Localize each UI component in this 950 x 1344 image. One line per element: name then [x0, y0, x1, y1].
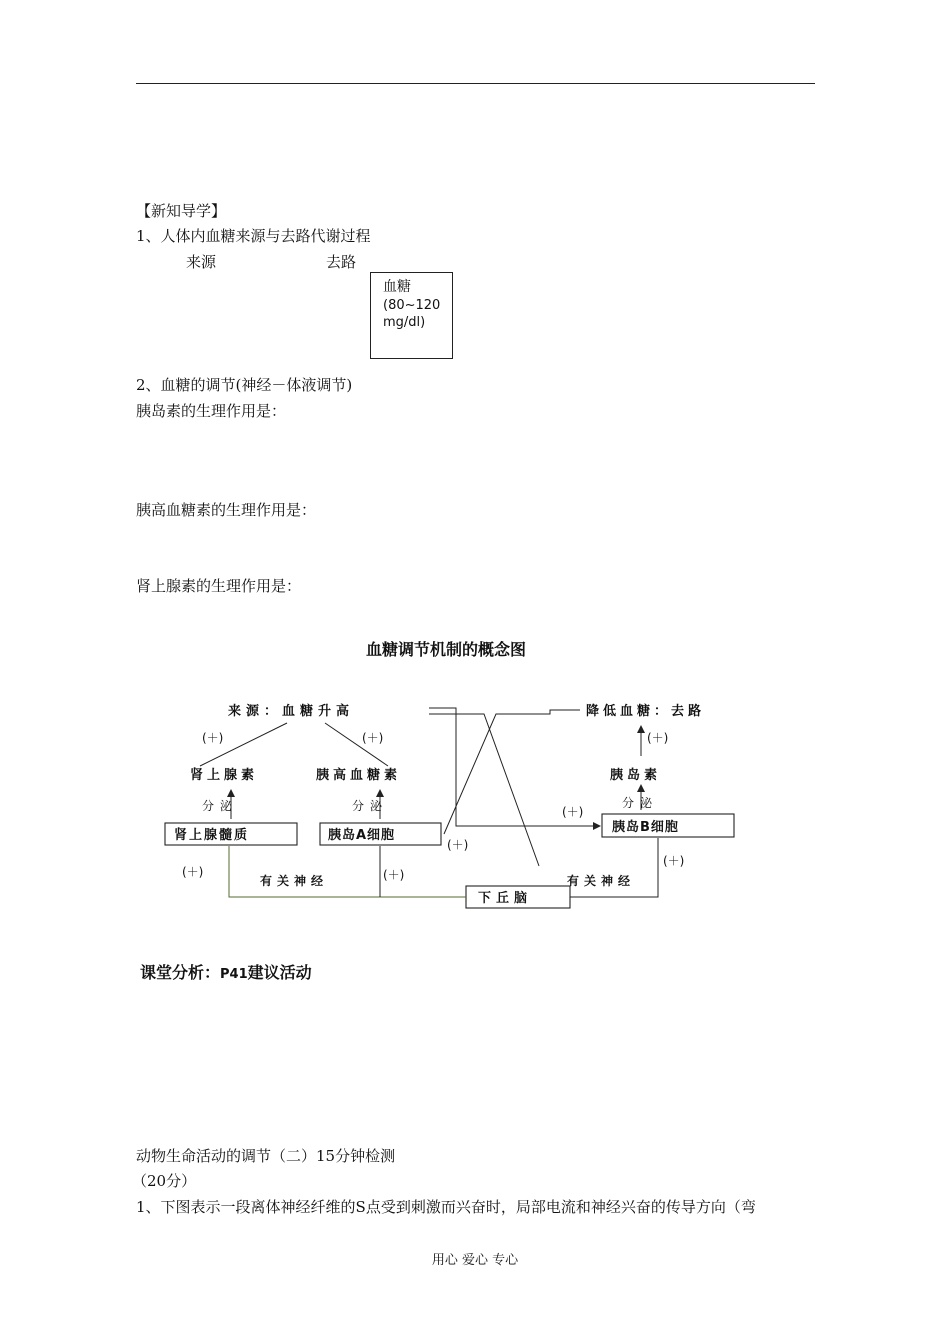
- adrenaline-question: 肾上腺素的生理作用是：: [136, 577, 302, 595]
- islet-a-cell-label: 胰岛A细胞: [328, 828, 396, 843]
- glucose-regulation-diagram: [160, 690, 760, 920]
- secrete-label-2: 分泌: [352, 799, 389, 813]
- analysis-activity: 建议活动: [247, 963, 312, 982]
- item-2-heading: 2、血糖的调节(神经－体液调节): [136, 376, 353, 394]
- quiz-title: 动物生命活动的调节（二）15分钟检测: [136, 1147, 396, 1165]
- page-footer: 用心 爱心 专心: [431, 1253, 519, 1268]
- nerves-label-right: 有关神经: [567, 874, 636, 888]
- glucagon-label: 胰高血糖素: [316, 768, 402, 783]
- hypothalamus-to-islet-b-nerve: [570, 838, 658, 897]
- plus-label-1: (＋): [202, 731, 224, 745]
- section-heading-new-knowledge: 【新知导学】: [136, 202, 227, 220]
- source-label: 来源: [186, 253, 217, 271]
- hypothalamus-to-adrenal-nerve: [229, 846, 466, 897]
- low-glucose-to-islet-a-line: [444, 710, 580, 834]
- blood-glucose-box: [370, 272, 453, 359]
- diagram-title: 血糖调节机制的概念图: [366, 640, 527, 659]
- destination-label: 去路: [326, 253, 357, 271]
- glucose-box-line2: (80~120: [383, 298, 441, 313]
- plus-label-5: (＋): [447, 838, 469, 852]
- secrete-label-3: 分泌: [622, 796, 659, 810]
- plus-label-6: (＋): [182, 865, 204, 879]
- quiz-question-1: 1、下图表示一段离体神经纤维的S点受到刺激而兴奋时，局部电流和神经兴奋的传导方向（弯: [136, 1198, 756, 1216]
- insulin-question: 胰岛素的生理作用是：: [136, 402, 287, 420]
- glucagon-question: 胰高血糖素的生理作用是：: [136, 501, 317, 519]
- plus-label-2: (＋): [362, 731, 384, 745]
- header-rule: [136, 83, 815, 84]
- islet-b-cell-label: 胰岛B细胞: [612, 820, 679, 835]
- plus-label-3: (＋): [647, 731, 669, 745]
- secrete-label-1: 分泌: [202, 799, 239, 813]
- plus-label-4: (＋): [562, 805, 584, 819]
- glucose-box-line3: mg/dl): [383, 315, 426, 330]
- glucose-rise-to-hypothalamus-line: [429, 714, 539, 866]
- source-rise-label: 来源：血糖升高: [228, 704, 355, 719]
- insulin-label: 胰岛素: [610, 768, 662, 783]
- adrenal-medulla-label: 肾上腺髓质: [174, 828, 250, 843]
- analysis-page-ref: P41: [220, 967, 248, 982]
- classroom-analysis-heading: [140, 963, 312, 985]
- nerves-label-left: 有关神经: [260, 874, 329, 888]
- lower-destination-label: 降低血糖：去路: [586, 704, 706, 719]
- glucose-box-line1: 血糖: [383, 279, 411, 295]
- plus-label-8: (＋): [663, 854, 685, 868]
- quiz-score: （20分）: [132, 1172, 197, 1190]
- analysis-label: 课堂分析：: [140, 963, 221, 982]
- adrenaline-label: 肾上腺素: [190, 768, 259, 783]
- item-1-heading: 1、人体内血糖来源与去路代谢过程: [136, 227, 371, 245]
- plus-label-7: (＋): [383, 868, 405, 882]
- hypothalamus-label: 下丘脑: [478, 891, 533, 906]
